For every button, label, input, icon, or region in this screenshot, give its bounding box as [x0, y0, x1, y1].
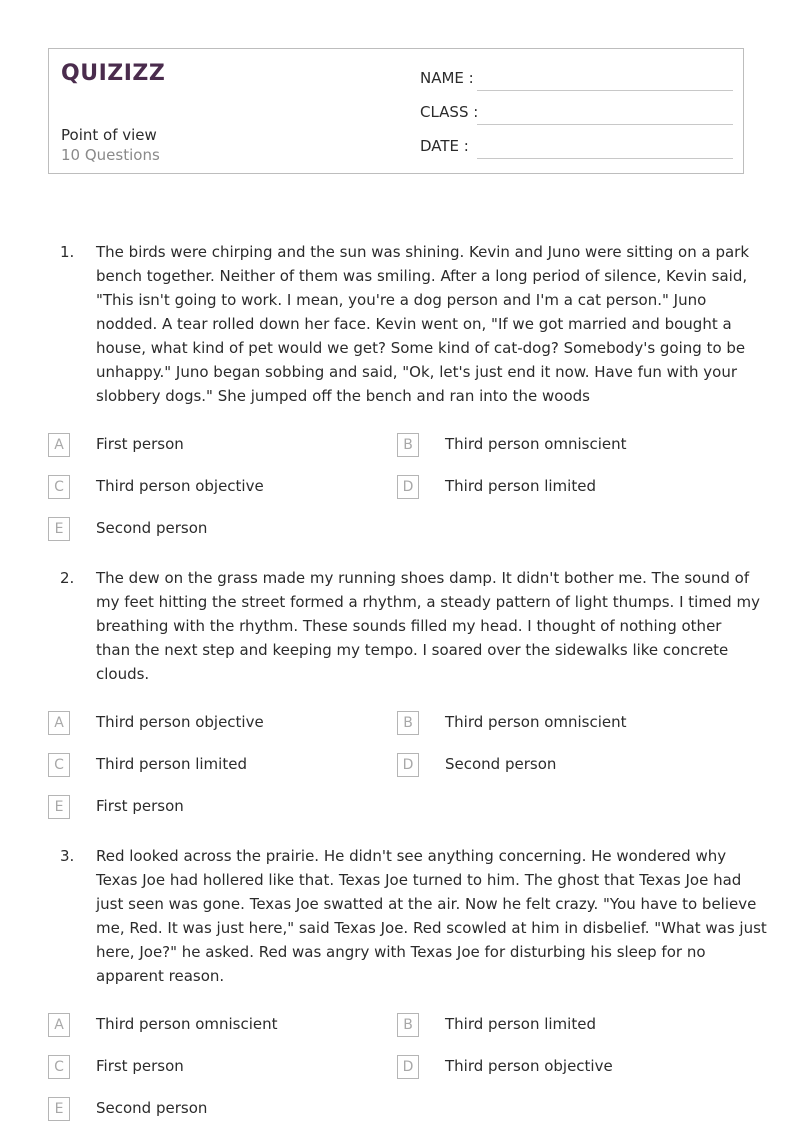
option-text: Third person omniscient	[445, 713, 627, 731]
question-text	[96, 566, 760, 686]
question-number: 2.	[60, 569, 75, 587]
option-text: Third person limited	[445, 477, 596, 495]
question-line: Texas Joe had hollered like that. Texas Joe turned to him. The ghost that Texas Joe had	[96, 871, 742, 889]
question-line: me, Red. It was just here," said Texas Joe. Red scowled at him in disbelief. "What was just	[96, 919, 767, 937]
question-text	[96, 844, 767, 988]
question-number: 3.	[60, 847, 75, 865]
question-line: just seen was gone. Texas Joe swatted at the air. Now he felt crazy. "You have to believe	[96, 895, 757, 913]
name-label: NAME :	[420, 69, 474, 87]
option-letter: B	[397, 711, 419, 735]
question-text	[96, 240, 750, 408]
name-field	[420, 69, 733, 93]
option-letter: D	[397, 753, 419, 777]
option-letter: E	[48, 1097, 70, 1121]
option-letter: B	[397, 433, 419, 457]
quizizz-logo: QUIZIZZ	[61, 61, 166, 86]
option-text: First person	[96, 797, 184, 815]
option-letter: E	[48, 517, 70, 541]
question-line: The dew on the grass made my running shoes damp. It didn't bother me. The sound of	[96, 569, 750, 587]
question-line: breathing with the rhythm. These sounds filled my head. I thought of nothing other	[96, 617, 722, 635]
option-text: First person	[96, 1057, 184, 1075]
option-text: First person	[96, 435, 184, 453]
option-letter: E	[48, 795, 70, 819]
option-text: Second person	[96, 1099, 208, 1117]
question-count: 10 Questions	[61, 146, 160, 164]
class-line	[477, 124, 733, 125]
date-field	[420, 137, 733, 161]
option-text: Second person	[445, 755, 557, 773]
worksheet-header	[48, 48, 744, 174]
question-number: 1.	[60, 243, 75, 261]
option-letter: C	[48, 475, 70, 499]
worksheet-title: Point of view	[61, 126, 157, 144]
option-text: Second person	[96, 519, 208, 537]
question-line: than the next step and keeping my tempo. I soared over the sidewalks like concrete	[96, 641, 729, 659]
class-label: CLASS :	[420, 103, 479, 121]
name-line	[477, 90, 733, 91]
option-letter: A	[48, 711, 70, 735]
question-line: house, what kind of pet would we get? Some kind of cat-dog? Somebody's going to be	[96, 339, 746, 357]
question-line: clouds.	[96, 665, 150, 683]
date-label: DATE :	[420, 137, 469, 155]
question-line: The birds were chirping and the sun was shining. Kevin and Juno were sitting on a park	[96, 243, 750, 261]
option-letter: D	[397, 1055, 419, 1079]
question-line: my feet hitting the street formed a rhythm, a steady pattern of light thumps. I timed my	[96, 593, 760, 611]
option-text: Third person objective	[96, 713, 264, 731]
option-letter: C	[48, 753, 70, 777]
question-line: here, Joe?" he asked. Red was angry with Texas Joe for disturbing his sleep for no	[96, 943, 706, 961]
question-line: "This isn't going to work. I mean, you're a dog person and I'm a cat person." Juno	[96, 291, 707, 309]
option-text: Third person limited	[96, 755, 247, 773]
question-line: Red looked across the prairie. He didn't see anything concerning. He wondered why	[96, 847, 727, 865]
question-line: slobbery dogs." She jumped off the bench and ran into the woods	[96, 387, 590, 405]
option-text: Third person omniscient	[445, 435, 627, 453]
question-line: apparent reason.	[96, 967, 225, 985]
option-text: Third person objective	[96, 477, 264, 495]
class-field	[420, 103, 733, 127]
option-text: Third person limited	[445, 1015, 596, 1033]
option-text: Third person omniscient	[96, 1015, 278, 1033]
option-text: Third person objective	[445, 1057, 613, 1075]
option-letter: D	[397, 475, 419, 499]
date-line	[477, 158, 733, 159]
question-line: bench together. Neither of them was smiling. After a long period of silence, Kevin said,	[96, 267, 748, 285]
option-letter: C	[48, 1055, 70, 1079]
question-line: nodded. A tear rolled down her face. Kevin went on, "If we got married and bought a	[96, 315, 732, 333]
option-letter: B	[397, 1013, 419, 1037]
option-letter: A	[48, 433, 70, 457]
option-letter: A	[48, 1013, 70, 1037]
question-line: unhappy." Juno began sobbing and said, "Ok, let's just end it now. Have fun with your	[96, 363, 738, 381]
